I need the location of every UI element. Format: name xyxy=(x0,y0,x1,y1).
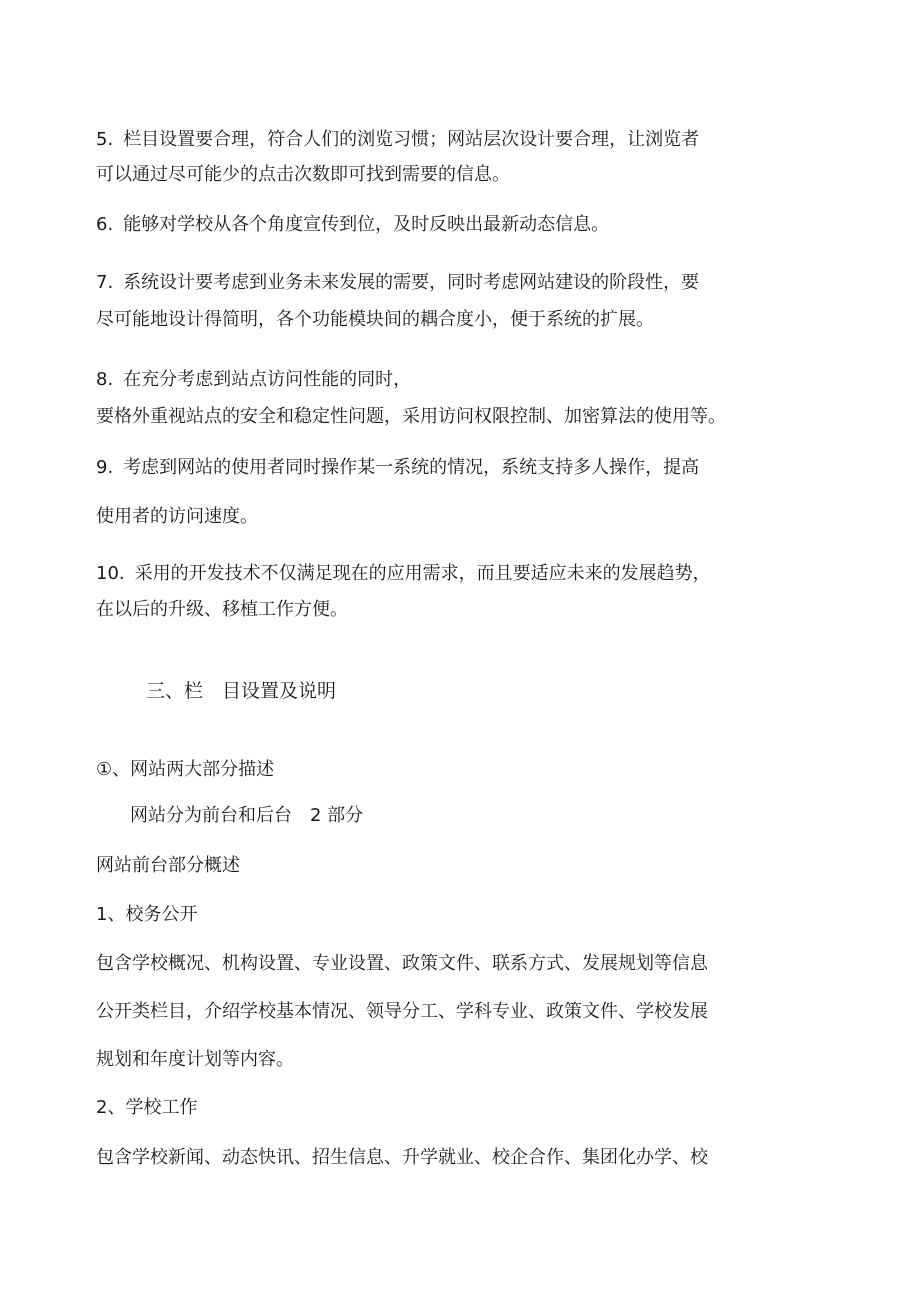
item-6-text: 能够对学校从各个角度宣传到位，及时反映出最新动态信息。 xyxy=(123,214,610,235)
item-9-text: 考虑到网站的使用者同时操作某一系统的情况，系统支持多人操作，提高 xyxy=(123,457,700,478)
item-9-number: 9. xyxy=(96,457,114,478)
item-6-line-1 xyxy=(96,213,609,237)
item-5-line-2: 可以通过尽可能少的点击次数即可找到需要的信息。 xyxy=(96,164,510,185)
part-2-line-1: 包含学校新闻、动态快讯、招生信息、升学就业、校企合作、集团化办学、校 xyxy=(96,1147,708,1168)
item-5-number: 5. xyxy=(96,129,114,150)
item-5-line-1 xyxy=(96,128,699,152)
part-1-line-3: 规划和年度计划等内容。 xyxy=(96,1049,294,1070)
item-9-line-1 xyxy=(96,456,699,480)
item-8-text: 在充分考虑到站点访问性能的同时， xyxy=(123,369,412,390)
item-8-line-2: 要格外重视站点的安全和稳定性问题，采用访问权限控制、加密算法的使用等。 xyxy=(96,406,726,427)
subsection-text: 网站分为前台和后台 2 部分 xyxy=(130,805,364,826)
subsection-title: ①、网站两大部分描述 xyxy=(96,759,275,780)
part-1-line-2: 公开类栏目，介绍学校基本情况、领导分工、学科专业、政策文件、学校发展 xyxy=(96,1001,708,1022)
item-10-line-2: 在以后的升级、移植工作方便。 xyxy=(96,599,348,620)
item-7-number: 7. xyxy=(96,272,114,293)
section-heading: 三、栏 目设置及说明 xyxy=(146,680,337,702)
item-7-text: 系统设计要考虑到业务未来发展的需要，同时考虑网站建设的阶段性，要 xyxy=(123,272,700,293)
part-2-title: 2、学校工作 xyxy=(96,1097,198,1118)
item-10-line-1 xyxy=(96,562,711,586)
item-8-line-1 xyxy=(96,368,411,392)
item-10-text: 采用的开发技术不仅满足现在的应用需求，而且要适应未来的发展趋势， xyxy=(134,563,711,584)
item-8-number: 8. xyxy=(96,369,114,390)
part-1-title: 1、校务公开 xyxy=(96,904,198,925)
item-7-line-2: 尽可能地设计得简明，各个功能模块间的耦合度小，便于系统的扩展。 xyxy=(96,309,654,330)
part-1-line-1: 包含学校概况、机构设置、专业设置、政策文件、联系方式、发展规划等信息 xyxy=(96,953,708,974)
item-5-text: 栏目设置要合理，符合人们的浏览习惯；网站层次设计要合理，让浏览者 xyxy=(123,129,700,150)
item-9-line-2: 使用者的访问速度。 xyxy=(96,506,258,527)
item-10-number: 10. xyxy=(96,563,125,584)
item-7-line-1 xyxy=(96,271,699,295)
front-overview-title: 网站前台部分概述 xyxy=(96,855,240,876)
item-6-number: 6. xyxy=(96,214,114,235)
